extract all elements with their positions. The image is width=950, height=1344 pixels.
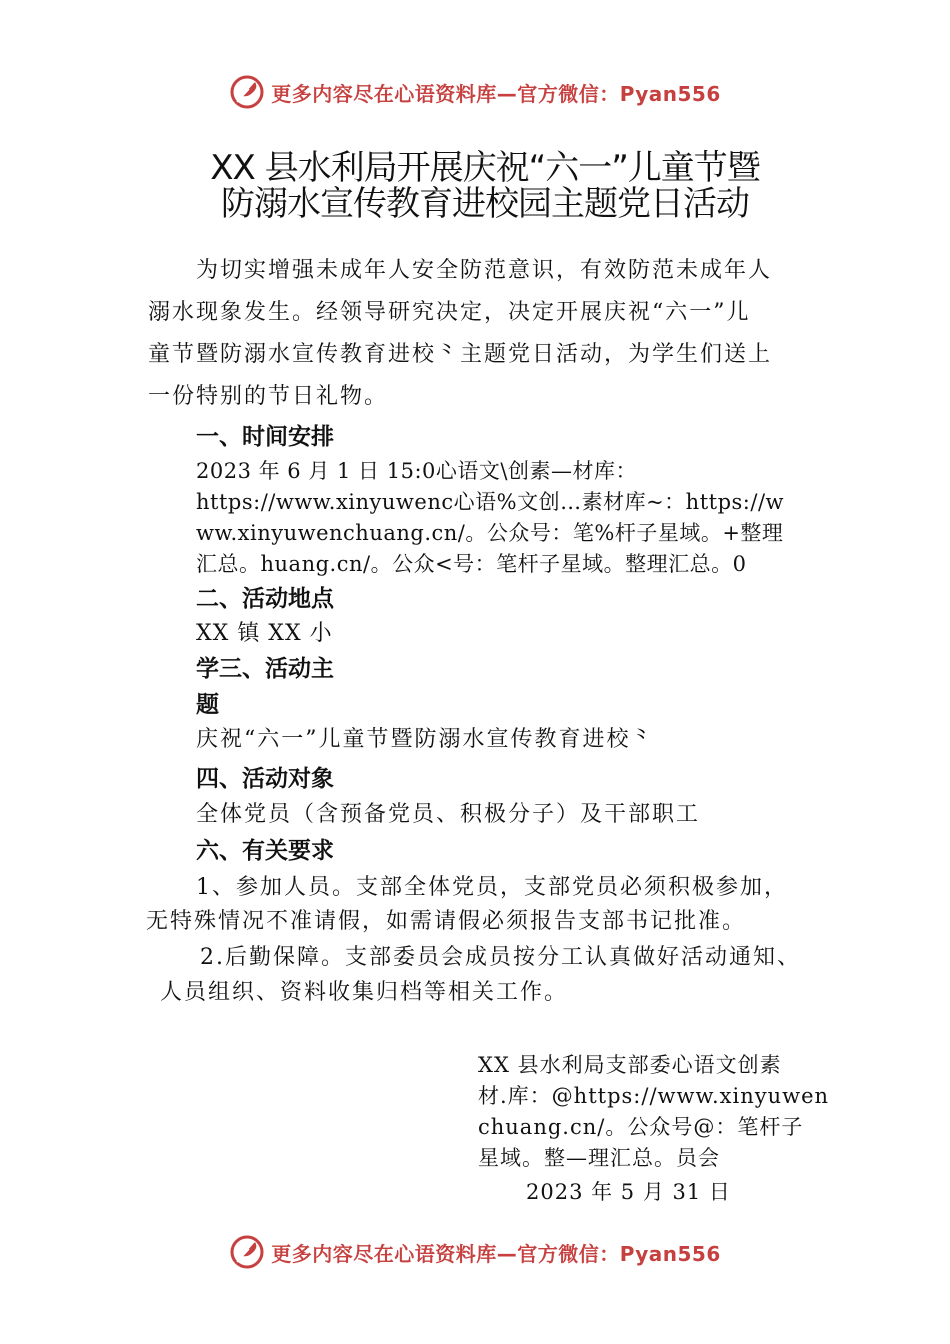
section-heading-location: 二、活动地点 [196, 586, 334, 612]
footer-banner [0, 1232, 950, 1272]
signature-block [478, 1050, 829, 1174]
feather-pen-circle-icon [229, 1234, 265, 1270]
time-line: 2023 年 6 月 1 日 15:0心语文\创素—材库： [196, 459, 637, 483]
requirement-2-line-1: 2.后勤保障。支部委员会成员按分工认真做好活动通知、 [200, 945, 801, 970]
intro-line: 一份特别的节日礼物。 [148, 384, 389, 409]
time-paragraph [196, 456, 784, 580]
intro-line: 童节暨防溺水宣传教育进校⺀主题党日活动，为学生们送上 [148, 342, 773, 367]
title-line-1: XX 县水利局开展庆祝“六一”儿童节暨 [210, 148, 760, 188]
time-line: https://www.xinyuwenc心语%文创…素材库~：https://w [196, 490, 784, 514]
section-heading-theme-cont: 题 [196, 692, 219, 718]
signature-line: 材.库：@https://www.xinyuwen [478, 1084, 830, 1108]
requirement-2-line-2: 人员组织、资料收集归档等相关工作。 [160, 980, 569, 1005]
intro-line: 溺水现象发生。经领导研究决定，决定开展庆祝“六一”儿 [148, 300, 751, 325]
feather-pen-circle-icon [229, 74, 265, 110]
banner-text: 更多内容尽在心语资料库—官方微信：Pyan556 [271, 81, 721, 106]
section-heading-target: 四、活动对象 [196, 766, 334, 792]
signature-line: chuang.cn/。公众号@：笔杆子 [478, 1115, 804, 1139]
signature-date: 2023 年 5 月 31 日 [526, 1180, 731, 1204]
header-banner [0, 72, 950, 112]
requirement-1-line-1: 1、参加人员。支部全体党员，支部党员必须积极参加， [196, 875, 788, 900]
signature-line: XX 县水利局支部委心语文创素 [478, 1053, 782, 1077]
intro-paragraph [148, 250, 772, 418]
section-heading-theme: 学三、活动主 [196, 656, 334, 682]
banner-text: 更多内容尽在心语资料库—官方微信：Pyan556 [271, 1241, 721, 1266]
title-line-2: 防溺水宣传教育进校园主题党日活动 [221, 184, 749, 224]
theme-value: 庆祝“六一”儿童节暨防溺水宣传教育进校⺀ [196, 727, 655, 752]
location-value: XX 镇 XX 小 [196, 621, 333, 646]
intro-line: 为切实增强未成年人安全防范意识，有效防范未成年人 [196, 258, 773, 283]
document-title [120, 150, 850, 222]
requirement-1-line-2: 无特殊情况不准请假，如需请假必须报告支部书记批准。 [146, 909, 747, 934]
time-line: 汇总。huang.cn/。公众<号：笔杆子星域。整理汇总。0 [196, 552, 747, 576]
section-heading-time: 一、时间安排 [196, 424, 334, 450]
target-value: 全体党员（含预备党员、积极分子）及干部职工 [196, 802, 701, 827]
time-line: ww.xinyuwenchuang.cn/。公众号：笔%杆子星域。+整理 [196, 521, 784, 545]
section-heading-requirements: 六、有关要求 [196, 838, 334, 864]
signature-line: 星域。整—理汇总。员会 [478, 1146, 720, 1170]
